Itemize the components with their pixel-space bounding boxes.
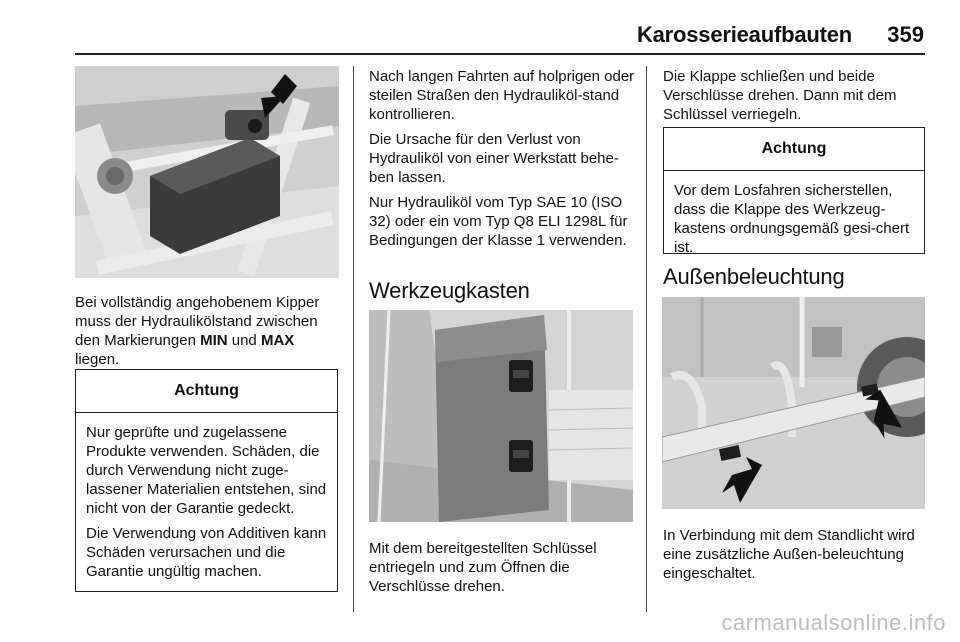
hydraulic-tank-photo: [75, 66, 339, 278]
min-marker-label: MIN: [200, 332, 228, 349]
tank-caption-post: liegen.: [75, 351, 120, 368]
close-lid-text: Die Klappe schließen und beide Verschlüsse drehen. Dann mit dem Schlüssel verriegeln.: [663, 68, 897, 123]
column-divider-2: [646, 66, 647, 612]
tank-caption-pre: Bei vollständig angehobenem Kipper muss der Hydraulikölstand zwischen den Markierungen: [75, 294, 320, 349]
column-divider-1: [353, 66, 354, 612]
notice-title: Achtung: [664, 128, 924, 171]
exterior-lighting-photo: [662, 297, 925, 509]
notice-text-1: Nur geprüfte und zugelassene Produkte verwenden. Schäden, die durch Verwendung nicht zuge-lassener Materialien entstehen, sind nicht von der Garantie gedeckt.: [86, 424, 327, 517]
exterior-lighting-caption: In Verbindung mit dem Standlicht wird eine zusätzliche Außen-beleuchtung eingeschaltet.: [663, 527, 915, 582]
section-heading-toolbox: Werkzeugkasten: [369, 278, 530, 303]
toolbox-photo: [369, 310, 633, 522]
header-rule: [75, 53, 925, 55]
tank-caption-und: und: [227, 332, 261, 349]
watermark: carmanualsonline.info: [721, 610, 946, 635]
page-number: 359: [887, 22, 924, 47]
oil-type-text: Nur Hydrauliköl vom Typ SAE 10 (ISO 32) oder ein vom Typ Q8 ELI 1298L für Bedingungen der Klasse 1 verwenden.: [369, 194, 628, 249]
hydraulic-check-text: Nach langen Fahrten auf holprigen oder steilen Straßen den Hydrauliköl-stand kontrollieren.: [369, 68, 635, 123]
tank-caption: [75, 293, 341, 369]
notice-text-2: Die Verwendung von Additiven kann Schäden verursachen und die Garantie ungültig machen.: [86, 525, 327, 580]
notice-box-toolbox: [663, 127, 925, 254]
notice-box-products: [75, 369, 338, 592]
max-marker-label: MAX: [260, 332, 295, 349]
toolbox-caption: Mit dem bereitgestellten Schlüssel entriegeln und zum Öffnen die Verschlüsse drehen.: [369, 540, 597, 595]
page-header-title: Karosserieaufbauten: [636, 22, 852, 47]
notice-text-1: Vor dem Losfahren sicherstellen, dass die Klappe des Werkzeug-kastens ordnungsgemäß gesi-chert ist.: [674, 182, 910, 256]
notice-title: Achtung: [76, 370, 337, 413]
oil-loss-text: Die Ursache für den Verlust von Hydrauliköl von einer Werkstatt behe-ben lassen.: [369, 131, 619, 186]
section-heading-exterior-lighting: Außenbeleuchtung: [663, 264, 845, 289]
